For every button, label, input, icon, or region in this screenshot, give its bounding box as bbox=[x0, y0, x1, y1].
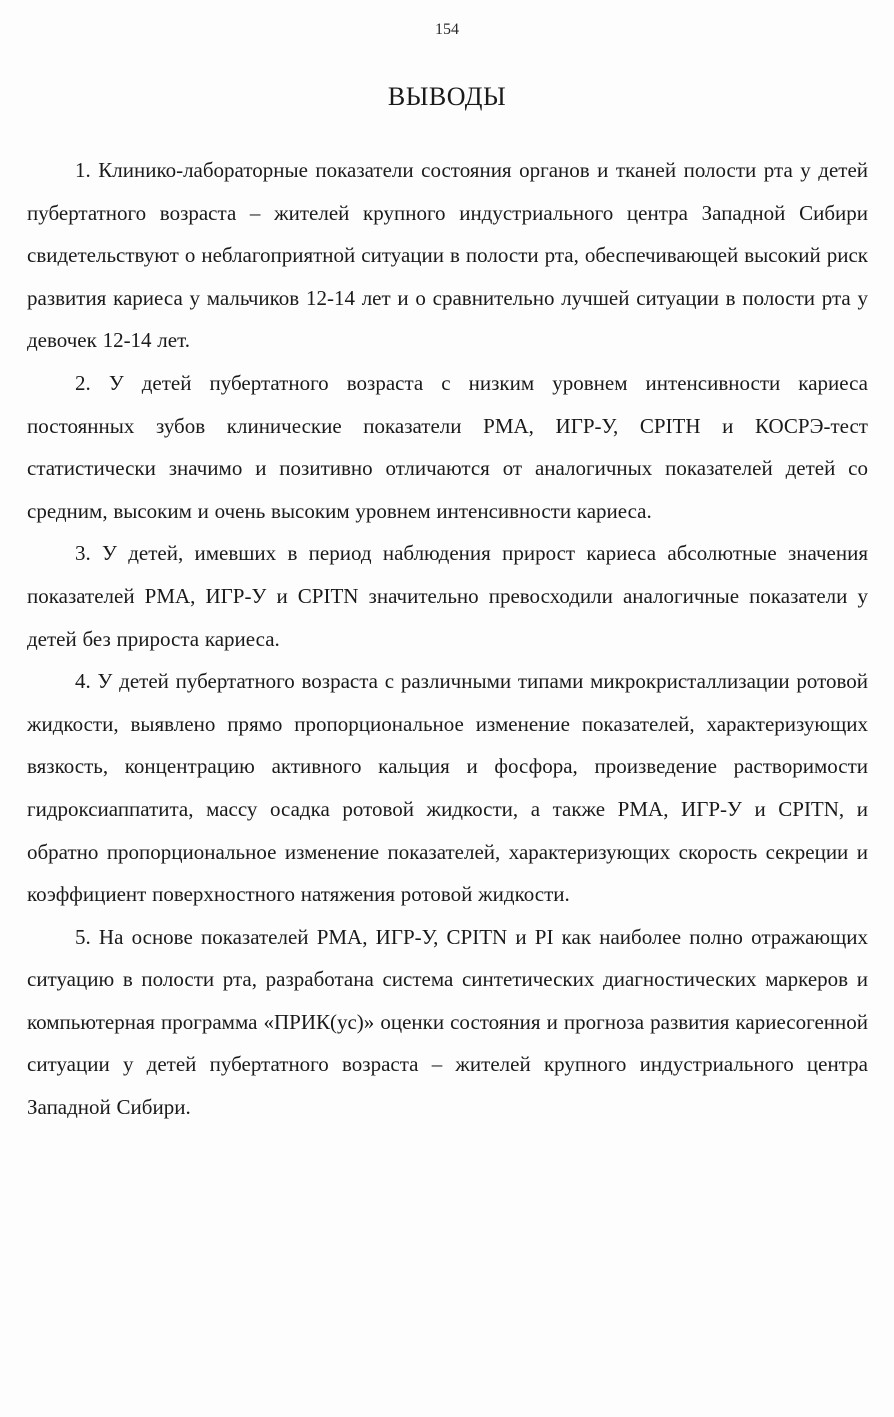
conclusions-list bbox=[27, 149, 868, 1129]
conclusion-paragraph-4: 4. У детей пубертатного возраста с различными типами микрокристаллизации ротовой жидкости, выявлено прямо пропорциональное изменение показателей, характеризующих вязкость, концентрацию активного кальция и фосфора, произведение растворимости гидроксиаппатита, массу осадка ротовой жидкости, а также РМА, ИГР-У и CPITN, и обратно пропорциональное изменение показателей, характеризующих скорость секреции и коэффициент поверхностного натяжения ротовой жидкости. bbox=[27, 669, 868, 907]
conclusion-paragraph-3: 3. У детей, имевших в период наблюдения прирост кариеса абсолютные значения показателей РМА, ИГР-У и CPITN значительно превосходили аналогичные показатели у детей без прироста кариеса. bbox=[27, 541, 868, 651]
page-number: 154 bbox=[435, 21, 459, 38]
conclusion-paragraph-1: 1. Клинико-лабораторные показатели состояния органов и тканей полости рта у детей пубертатного возраста – жителей крупного индустриального центра Западной Сибири свидетельствуют о неблагоприятной ситуации в полости рта, обеспечивающей высокий риск развития кариеса у мальчиков 12-14 лет и о сравнительно лучшей ситуации в полости рта у девочек 12-14 лет. bbox=[27, 158, 868, 353]
conclusion-paragraph-2: 2. У детей пубертатного возраста с низким уровнем интенсивности кариеса постоянных зубов клинические показатели РМА, ИГР-У, CPITH и КОСРЭ-тест статистически значимо и позитивно отличаются от аналогичных показателей детей со средним, высоким и очень высоким уровнем интенсивности кариеса. bbox=[27, 370, 868, 523]
page-title: ВЫВОДЫ bbox=[387, 82, 507, 111]
conclusion-paragraph-5: 5. На основе показателей РМА, ИГР-У, CPITN и PI как наиболее полно отражающих ситуацию в полости рта, разработана система синтетических диагностических маркеров и компьютерная программа «ПРИК(ус)» оценки состояния и прогноза развития кариесогенной ситуации у детей пубертатного возраста – жителей крупного индустриального центра Западной Сибири. bbox=[27, 924, 868, 1120]
